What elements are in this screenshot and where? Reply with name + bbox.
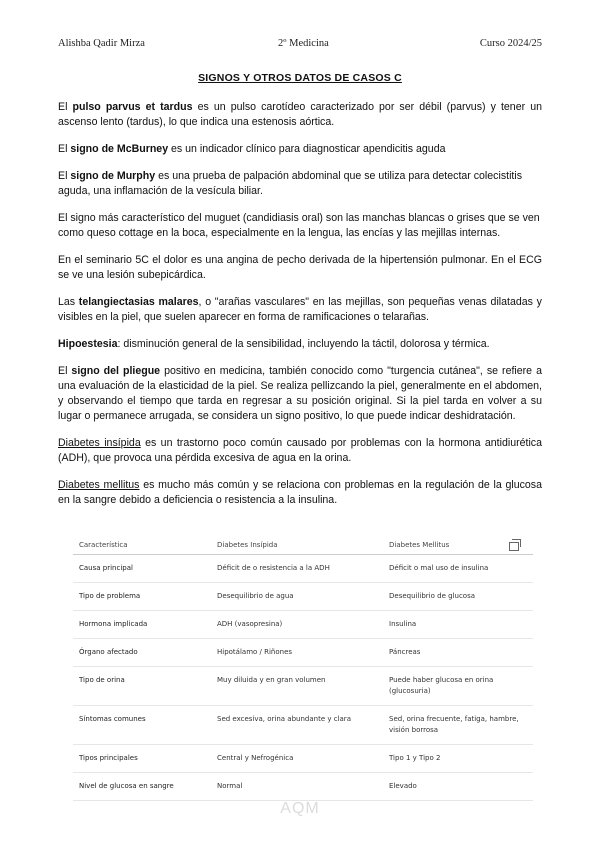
- table-cell: Desequilibrio de agua: [211, 583, 383, 611]
- text: , o "arañas vasculares" en las mejillas, son pequeñas venas dilatadas y visibles en la piel, que suelen aparecer en forma de ramificaciones o telarañas.: [58, 296, 542, 323]
- table-cell: Sed excesiva, orina abundante y clara: [211, 706, 383, 745]
- term-bold: pulso parvus et tardus: [72, 101, 193, 113]
- document-title: SIGNOS Y OTROS DATOS DE CASOS C: [198, 72, 402, 84]
- table-cell: Déficit o mal uso de insulina: [383, 555, 533, 583]
- table-cell: Tipos principales: [73, 745, 211, 773]
- term-bold: Hipoestesia: [58, 338, 118, 350]
- table-cell: Central y Nefrogénica: [211, 745, 383, 773]
- table-row: [73, 745, 533, 773]
- table-row: [73, 706, 533, 745]
- table-row: [73, 667, 533, 706]
- table-cell: ADH (vasopresina): [211, 611, 383, 639]
- text: El: [58, 365, 72, 377]
- table-cell: Insulina: [383, 611, 533, 639]
- term-bold: signo del pliegue: [71, 365, 161, 377]
- table-cell: Desequilibrio de glucosa: [383, 583, 533, 611]
- column-header: Característica: [73, 538, 211, 555]
- term-bold: signo de McBurney: [70, 143, 169, 155]
- table-cell: Elevado: [383, 773, 533, 801]
- table-cell: Muy diluida y en gran volumen: [211, 667, 383, 706]
- watermark: AQM: [280, 800, 320, 817]
- table-cell: Órgano afectado: [73, 639, 211, 667]
- text: es mucho más común y se relaciona con problemas en la regulación de la glucosa en la sangre debido a deficiencia o resistencia a la insulina.: [58, 479, 543, 506]
- term-underlined: Diabetes insípida: [58, 437, 141, 449]
- text: es un indicador clínico para diagnosticar apendicitis aguda: [168, 143, 446, 155]
- table-row: [73, 773, 533, 801]
- table-header-row: [73, 538, 533, 555]
- column-header: Diabetes Insípida: [211, 538, 383, 555]
- text: es un pulso carotídeo caracterizado por ser débil (parvus) y tener un ascenso lento (tardus), lo que indica una estenosis aórtica.: [58, 101, 542, 128]
- paragraph-pulso: [58, 100, 542, 130]
- paragraph-hipoestesia: [58, 337, 542, 352]
- paragraph-diabetes-mellitus: [58, 478, 542, 508]
- table-cell: Nivel de glucosa en sangre: [73, 773, 211, 801]
- table-cell: Páncreas: [383, 639, 533, 667]
- author-name: Alishba Qadir Mirza: [58, 38, 145, 49]
- academic-year: Curso 2024/25: [479, 38, 542, 49]
- paragraph-muguet: El signo más característico del muguet (candidiasis oral) son las manchas blancas o grises que se ven como queso cottage en la boca, especialmente en la lengua, las encías y las mejillas internas.: [58, 212, 540, 239]
- table-cell: Hormona implicada: [73, 611, 211, 639]
- table-cell: Causa principal: [73, 555, 211, 583]
- comparison-table: [73, 538, 533, 801]
- table-cell: Déficit de o resistencia a la ADH: [211, 555, 383, 583]
- text: Las: [58, 296, 79, 308]
- text: es una prueba de palpación abdominal que se utiliza para detectar colecistitis aguda, una inflamación de la vesícula biliar.: [58, 170, 523, 197]
- table-cell: Sed, orina frecuente, fatiga, hambre, visión borrosa: [383, 706, 533, 745]
- term-bold: telangiectasias malares: [78, 296, 199, 308]
- paragraph-mcburney: [58, 142, 542, 157]
- table-row: [73, 555, 533, 583]
- table-cell: Tipo 1 y Tipo 2: [383, 745, 533, 773]
- table-row: [73, 583, 533, 611]
- paragraph-pliegue: [58, 364, 542, 424]
- term-bold: signo de Murphy: [70, 170, 156, 182]
- table-cell: Tipo de problema: [73, 583, 211, 611]
- term-underlined: Diabetes mellitus: [58, 479, 140, 491]
- course-label: 2º Medicina: [278, 38, 329, 49]
- text: positivo en medicina, también conocido como "turgencia cutánea", se refiere a una evaluación de la elasticidad de la piel. Se realiza pellizcando la piel, generalmente en el abdomen, y observando el tiempo que tarda en regresar a su posición original. Si la piel tarda en volver a su lugar o permanece arrugada, se considera un signo positivo, lo que puede indicar deshidratación.: [58, 365, 542, 422]
- text: : disminución general de la sensibilidad, incluyendo la táctil, dolorosa y térmica.: [117, 338, 490, 350]
- text: es un trastorno poco común causado por problemas con la hormona antidiurética (ADH), que provoca una pérdida excesiva de agua en la orina.: [58, 437, 542, 464]
- table-cell: Hipotálamo / Riñones: [211, 639, 383, 667]
- table-row: [73, 639, 533, 667]
- paragraph-telangiectasias: [58, 295, 542, 325]
- table-cell: Tipo de orina: [73, 667, 211, 706]
- document-body: [58, 100, 542, 508]
- text: El: [58, 143, 71, 155]
- table-cell: Normal: [211, 773, 383, 801]
- table-cell: Puede haber glucosa en orina (glucosuria): [383, 667, 533, 706]
- page-header: [58, 38, 542, 52]
- table-row: [73, 611, 533, 639]
- text: El: [58, 170, 71, 182]
- text: El: [58, 101, 73, 113]
- table-cell: Síntomas comunes: [73, 706, 211, 745]
- paragraph-murphy: [58, 169, 542, 199]
- paragraph-seminario: En el seminario 5C el dolor es una angina de pecho derivada de la hipertensión pulmonar. En el ECG se ve una lesión subepicárdica.: [58, 254, 542, 281]
- column-header: Diabetes Mellitus: [383, 538, 533, 555]
- paragraph-diabetes-insipida: [58, 436, 542, 466]
